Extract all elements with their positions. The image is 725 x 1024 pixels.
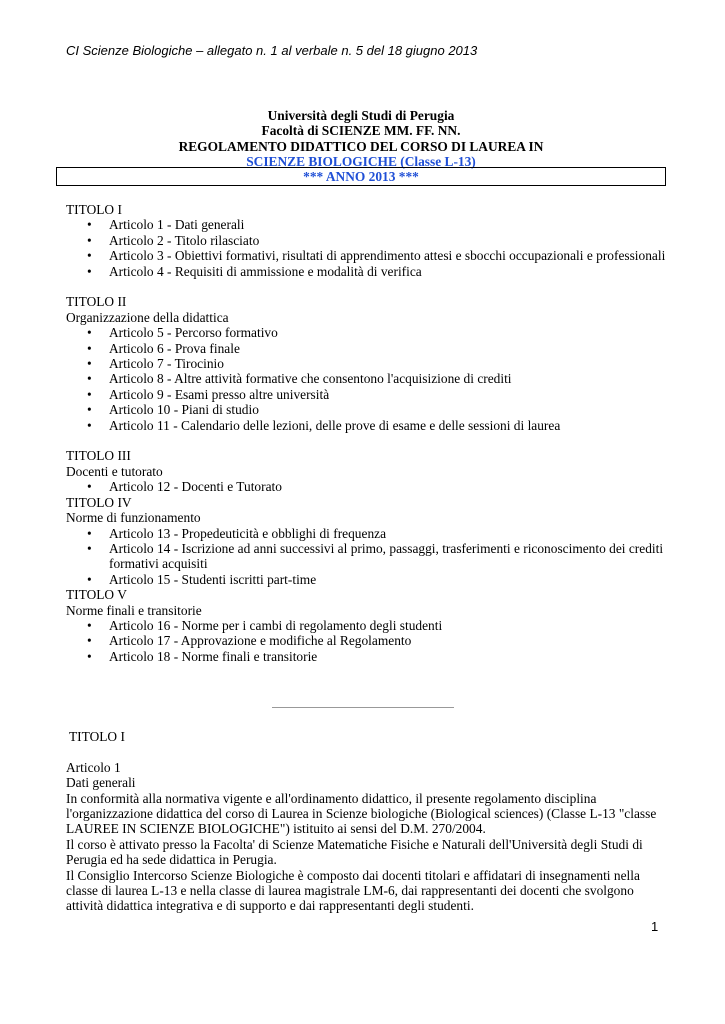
year-banner: *** ANNO 2013 ***: [56, 167, 666, 186]
bullet-icon: •: [87, 540, 92, 556]
toc-item: [87, 340, 666, 356]
bullet-icon: •: [87, 633, 92, 649]
toc-item: [87, 525, 666, 541]
section-divider: [272, 707, 454, 708]
table-of-contents: [66, 202, 666, 664]
regulation-title: REGOLAMENTO DIDATTICO DEL CORSO DI LAUREA IN: [178, 138, 544, 154]
toc-heading-titolo-5: TITOLO V: [66, 587, 127, 603]
toc-item-label: Articolo 17 - Approvazione e modifiche al Regolamento: [109, 633, 412, 649]
toc-item-label: Articolo 4 - Requisiti di ammissione e modalità di verifica: [109, 263, 422, 279]
toc-item-label: Articolo 18 - Norme finali e transitorie: [109, 648, 318, 664]
toc-item: [87, 356, 666, 372]
document-title-block: [66, 108, 656, 170]
toc-item: [87, 648, 666, 664]
toc-item: [87, 263, 666, 279]
toc-item-label: Articolo 12 - Docenti e Tutorato: [109, 479, 282, 495]
toc-item: [87, 325, 666, 341]
toc-item-label: Articolo 9 - Esami presso altre università: [109, 386, 330, 402]
toc-subheading-titolo-4: Norme di funzionamento: [66, 510, 201, 526]
bullet-icon: •: [87, 325, 92, 341]
toc-item: [87, 540, 666, 572]
toc-heading-titolo-1: TITOLO I: [66, 202, 122, 217]
toc-item: [87, 232, 666, 248]
toc-item-label: Articolo 5 - Percorso formativo: [109, 325, 278, 341]
article-paragraph: In conformità alla normativa vigente e all'ordinamento didattico, il presente regolamento disciplina l'organizzazione didattica del corso di Laurea in Scienze biologiche (Biological sciences) (Classe L-13 "classe LAUREE IN SCIENZE BIOLOGICHE") istituito ai sensi del D.M. 270/2004.: [66, 790, 657, 837]
bullet-icon: •: [87, 648, 92, 664]
bullet-icon: •: [87, 402, 92, 418]
toc-item-label: Articolo 11 - Calendario delle lezioni, delle prove di esame e delle sessioni di laurea: [109, 417, 561, 433]
toc-item-label: Articolo 1 - Dati generali: [109, 217, 245, 233]
toc-item: [87, 402, 666, 418]
article-paragraph: Il corso è attivato presso la Facolta' di Scienze Matematiche Fisiche e Naturali dell'Università degli Studi di Perugia ed ha sede didattica in Perugia.: [66, 836, 643, 868]
toc-heading-titolo-2: TITOLO II: [66, 294, 127, 310]
bullet-icon: •: [87, 356, 92, 372]
toc-item-label: Articolo 15 - Studenti iscritti part-time: [109, 571, 317, 587]
toc-list-titolo-5: [66, 618, 666, 664]
toc-item: [87, 479, 666, 495]
toc-heading-titolo-3: TITOLO III: [66, 448, 131, 464]
toc-item-label: Articolo 3 - Obiettivi formativi, risultati di apprendimento attesi e sbocchi occupazionali e professionali: [109, 248, 666, 264]
toc-item: [87, 633, 666, 649]
toc-item: [87, 217, 666, 233]
page-number: 1: [651, 919, 659, 934]
toc-item-label: Articolo 10 - Piani di studio: [109, 402, 259, 418]
bullet-icon: •: [87, 571, 92, 587]
article-paragraph: Il Consiglio Intercorso Scienze Biologiche è composto dai docenti titolari e affidatari di insegnamenti nella classe di laurea L-13 e nella classe di laurea magistrale LM-6, dai rappresentanti dei docenti che svolgono attività didattica integrativa e di supporto e dai rappresentanti degli studenti.: [66, 867, 640, 914]
bullet-icon: •: [87, 617, 92, 633]
toc-subheading-titolo-2: Organizzazione della didattica: [66, 309, 229, 325]
toc-item-label: Articolo 7 - Tirocinio: [109, 356, 224, 372]
toc-item-label: Articolo 2 - Titolo rilasciato: [109, 232, 260, 248]
bullet-icon: •: [87, 232, 92, 248]
university-name: Università degli Studi di Perugia: [267, 108, 455, 123]
toc-list-titolo-2: [66, 325, 666, 433]
course-name: SCIENZE BIOLOGICHE (Classe L-13): [246, 154, 476, 170]
toc-subheading-titolo-3: Docenti e tutorato: [66, 463, 163, 479]
toc-item: [87, 386, 666, 402]
section-heading: TITOLO I: [69, 729, 125, 744]
bullet-icon: •: [87, 371, 92, 387]
bullet-icon: •: [87, 525, 92, 541]
toc-item: [87, 617, 666, 633]
toc-item-label: Articolo 16 - Norme per i cambi di regolamento degli studenti: [109, 617, 443, 633]
toc-list-titolo-1: [66, 217, 666, 279]
bullet-icon: •: [87, 340, 92, 356]
bullet-icon: •: [87, 217, 92, 233]
toc-item-label: Articolo 14 - Iscrizione ad anni successivi al primo, passaggi, trasferimenti e riconoscimento dei crediti formativi acquisiti: [109, 540, 664, 572]
bullet-icon: •: [87, 479, 92, 495]
toc-item: [87, 248, 666, 264]
toc-item: [87, 571, 666, 587]
article-body: [66, 729, 666, 914]
bullet-icon: •: [87, 417, 92, 433]
toc-item-label: Articolo 8 - Altre attività formative che consentono l'acquisizione di crediti: [109, 371, 512, 387]
header-note: CI Scienze Biologiche – allegato n. 1 al verbale n. 5 del 18 giugno 2013: [66, 43, 478, 58]
toc-item: [87, 371, 666, 387]
toc-item: [87, 417, 666, 433]
toc-subheading-titolo-5: Norme finali e transitorie: [66, 602, 202, 618]
toc-item-label: Articolo 6 - Prova finale: [109, 340, 240, 356]
bullet-icon: •: [87, 248, 92, 264]
bullet-icon: •: [87, 263, 92, 279]
toc-heading-titolo-4: TITOLO IV: [66, 494, 132, 510]
toc-item-label: Articolo 13 - Propedeuticità e obblighi di frequenza: [109, 525, 387, 541]
article-title: Dati generali: [66, 775, 136, 791]
toc-list-titolo-3: [66, 479, 666, 494]
bullet-icon: •: [87, 386, 92, 402]
faculty-name: Facoltà di SCIENZE MM. FF. NN.: [261, 123, 461, 139]
toc-list-titolo-4: [66, 526, 666, 588]
article-label: Articolo 1: [66, 759, 121, 775]
